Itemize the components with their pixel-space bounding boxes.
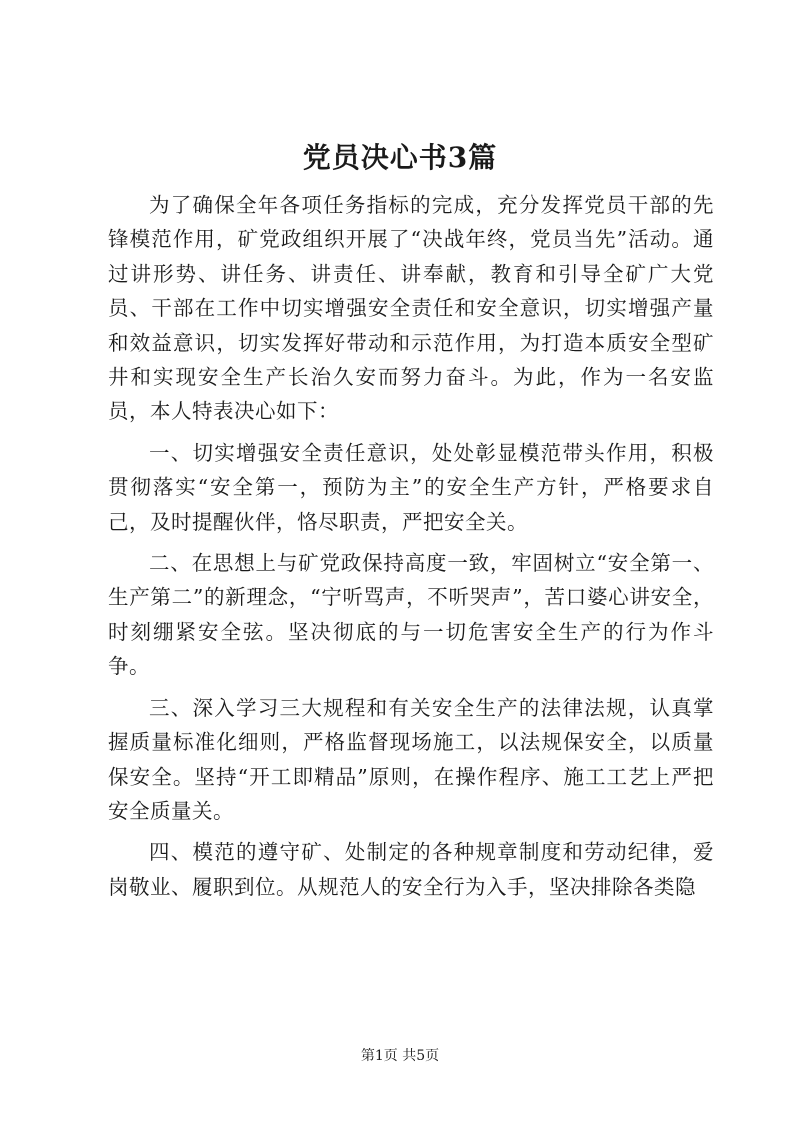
paragraph-point-1: 一、切实增强安全责任意识，处处彰显模范带头作用，积极贯彻落实“安全第一，预防为主”的安全生产方针，严格要求自己，及时提醒伙伴，恪尽职责，严把安全关。 xyxy=(108,440,714,534)
paragraph-intro: 为了确保全年各项任务指标的完成，充分发挥党员干部的先锋模范作用，矿党政组织开展了“决战年终，党员当先”活动。通过讲形势、讲任务、讲责任、讲奉献，教育和引导全矿广大党员、干部在工作中切实增强安全责任和安全意识，切实增强产量和效益意识，切实发挥好带动和示范作用，为打造本质安全型矿井和实现安全生产长治久安而努力奋斗。为此，作为一名安监员，本人特表决心如下： xyxy=(108,193,714,424)
paragraph-point-4: 四、模范的遵守矿、处制定的各种规章制度和劳动纪律，爱岗敬业、履职到位。从规范人的安全行为入手，坚决排除各类隐 xyxy=(108,840,714,899)
document-title: 党员决心书3篇 xyxy=(302,141,498,174)
document-body xyxy=(108,188,714,904)
paragraph-point-3: 三、深入学习三大规程和有关安全生产的法律法规，认真掌握质量标准化细则，严格监督现场施工，以法规保安全，以质量保安全。坚持“开工即精品”原则，在操作程序、施工工艺上严把安全质量关。 xyxy=(108,695,714,823)
page-number-footer: 第1页 共5页 xyxy=(360,1048,440,1064)
paragraph-point-2: 二、在思想上与矿党政保持高度一致，牢固树立“安全第一、生产第二”的新理念，“宁听骂声，不听哭声”，苦口婆心讲安全，时刻绷紧安全弦。坚决彻底的与一切危害安全生产的行为作斗争。 xyxy=(108,551,714,679)
